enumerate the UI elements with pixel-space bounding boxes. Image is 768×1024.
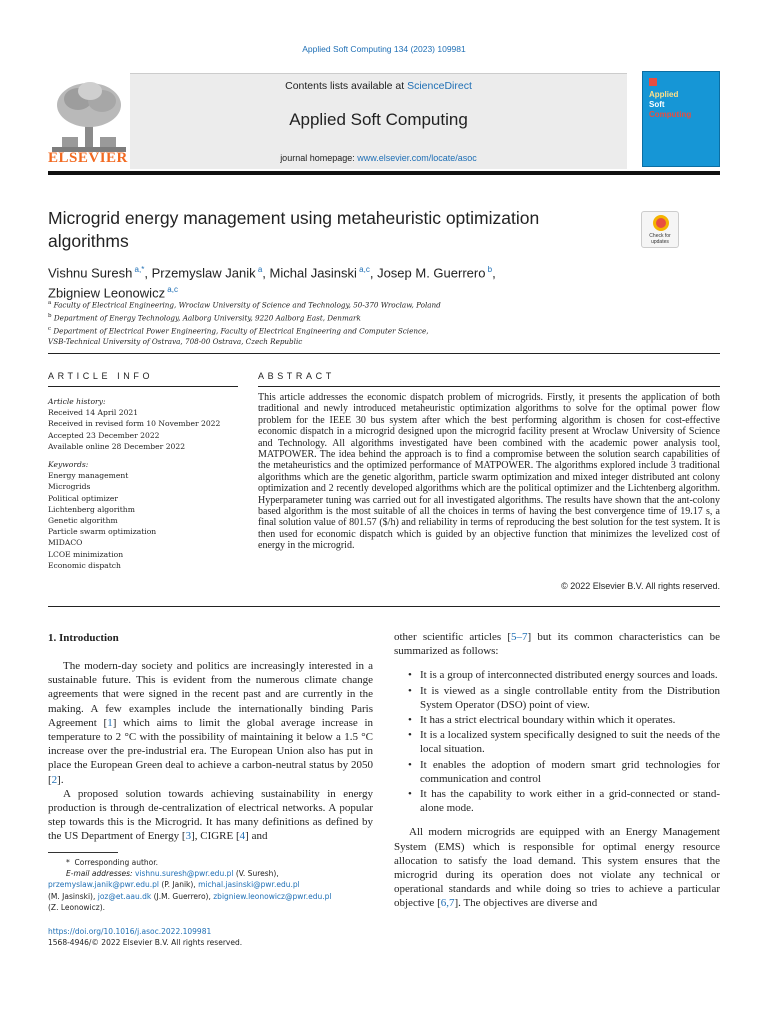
journal-name: Applied Soft Computing [289, 110, 468, 129]
author-affiliation-mark[interactable]: a,c [356, 265, 370, 274]
bullet-icon: • [408, 669, 412, 682]
author-affiliation-mark[interactable]: a [255, 265, 263, 274]
citation-link[interactable]: 6,7 [440, 897, 455, 910]
intro-paragraph-3: other scientific articles [5–7] but its common characteristics can be summarized as follows: [394, 631, 720, 658]
affiliation: $^c$ Department of Electrical Power Engineering, Faculty of Electrical Engineering and Computer Science, [48, 325, 429, 335]
footnote-divider [48, 852, 118, 853]
email-addresses: E-mail addresses: vishnu.suresh@pwr.edu.pl (V. Suresh), przemyslaw.janik@pwr.edu.pl (P. Janik), michal.jasinski@pwr.edu.pl (M. Jasinski), joz@et.aau.dk (J.M. Guerrero), zbigniew.leonowicz@pwr.edu.pl (Z. Leonowicz). [48, 869, 332, 912]
citation-link[interactable]: 4 [239, 830, 246, 843]
affiliation: $^b$ Department of Energy Technology, Aalborg University, 9220 Aalborg East, Denmark [48, 312, 361, 323]
keyword: Microgrids [48, 482, 91, 492]
cover-logo-icon [649, 78, 657, 86]
body-divider [48, 606, 720, 607]
intro-paragraph-4: All modern microgrids are equipped with an Energy Management System (EMS) which is responsible for optimal energy resource allocation to satisfy the load demand. This system ensures that the microgrid during its operation does not violate any technical or operational standards and while doing so tries to achieve a particular objective [6,7]. The objectives are diverse and [394, 826, 720, 910]
bullet-icon: • [408, 788, 412, 801]
bullet-icon: • [408, 729, 412, 742]
header-divider [48, 171, 720, 175]
intro-paragraph-2: A proposed solution towards achieving sustainability in energy production is through de-centralization of electrical networks. A popular step towards this is the Microgrid. It has many definitions as defined by the US Department of Energy [3], CIGRE [4] and [48, 787, 373, 843]
homepage-line [130, 153, 627, 163]
email-link[interactable]: michal.jasinski@pwr.edu.pl [198, 880, 300, 890]
history-label: Article history: [48, 397, 106, 406]
citation-link[interactable]: 2 [51, 773, 58, 786]
keyword: Political optimizer [48, 493, 119, 503]
citation-link[interactable]: 5–7 [511, 631, 528, 643]
cover-title-line2: Soft [649, 100, 665, 109]
citation-link[interactable]: 1 [107, 716, 113, 729]
keyword: Particle swarm optimization [48, 527, 157, 537]
keyword: Genetic algorithm [48, 516, 118, 526]
article-info [48, 396, 243, 571]
affiliation: $^a$ Faculty of Electrical Engineering, Wroclaw University of Science and Technology, 50-370 Wroclaw, Poland [48, 300, 441, 310]
history-item: Received 14 April 2021 [48, 408, 139, 418]
citation-link[interactable]: 3 [185, 830, 192, 843]
email-link[interactable]: vishnu.suresh@pwr.edu.pl [134, 869, 234, 879]
email-link[interactable]: joz@et.aau.dk [97, 891, 152, 901]
keywords-label: Keywords: [48, 460, 89, 470]
footnotes [48, 857, 378, 913]
author-name[interactable]: Zbigniew Leonowicz [48, 285, 166, 301]
issn-line: 1568-4946/© 2022 Elsevier B.V. All rights reserved. [48, 938, 243, 948]
cover-title-line3: Computing [649, 110, 692, 119]
contents-prefix: Contents lists available at [285, 80, 408, 92]
list-item: • It is a localized system specifically designed to suit the needs of the local situation. [408, 729, 720, 756]
email-link[interactable]: zbigniew.leonowicz@pwr.edu.pl [213, 891, 332, 901]
article-info-heading: ARTICLE INFO [48, 371, 154, 381]
abstract-heading: ABSTRACT [258, 371, 335, 381]
author-name[interactable]: Josep M. Guerrero [377, 265, 486, 281]
body-left-column [48, 659, 373, 844]
keyword: MIDACO [48, 538, 83, 548]
email-label: E-mail addresses: [66, 869, 135, 879]
author-name[interactable]: Michal Jasinski [269, 265, 357, 281]
history-item: Received in revised form 10 November 2022 [48, 419, 221, 429]
journal-cover-thumbnail[interactable] [642, 71, 720, 167]
history-list [48, 407, 243, 452]
keyword: LCOE minimization [48, 549, 124, 559]
author-affiliation-mark[interactable]: a,c [165, 285, 178, 295]
abstract-text: This article addresses the economic dispatch problem of microgrids. Firstly, it presents the application of both traditional and newly introduced metaheuristic optimization algorithms to solve for the optimal power flow problem for the IEEE 30 bus system after which the best performing algorithm is chosen for cost-effective economic dispatch in a microgrid designed upon the microgrid facility present at Wroclaw University of Science and Technology. All algorithms investigated have been combined with the academic power analysis tool, MATPOWER. The idea behind the approach is to find a compromise between the solution search capabilities of the metaheuristics and the optimized performance of MATPOWER. The algorithms explored include 3 traditional algorithms which are the genetic algorithm, particle swarm optimization and mixed integer distributed ant colony optimization and 2 recently developed algorithms which are the political optimizer and the Lichtenberg algorithm. Hyperparameter tuning was carried out for all investigated algorithms. The results have shown that the ant-colony based algorithm is the most suitable of all the choices in terms of having the best convergence time of 19.17 s, a final solution value of 801.57 ($/h) and reliability in terms of reproducing the best solution for the test system. It is then used for economic dispatch which is guided by an objective function that minimizes the levelized cost of energy in the microgrid. [258, 392, 720, 552]
check-updates-label: Check for updates [649, 233, 671, 245]
affiliation-list [48, 298, 608, 348]
history-item: Available online 28 December 2022 [48, 441, 186, 451]
history-item: Accepted 23 December 2022 [48, 430, 160, 440]
keyword: Economic dispatch [48, 560, 121, 570]
journal-header [48, 71, 720, 171]
journal-homepage-link[interactable]: www.elsevier.com/locate/asoc [357, 153, 477, 163]
author-affiliation-mark[interactable]: b [485, 265, 493, 274]
email-link[interactable]: przemyslaw.janik@pwr.edu.pl [48, 880, 159, 890]
cover-title-line1: Applied [649, 90, 679, 99]
footnote-mark: * [66, 858, 70, 867]
check-updates-icon [653, 215, 669, 231]
doi-block [48, 926, 378, 949]
keyword: Lichtenberg algorithm [48, 504, 135, 514]
list-item: • It is a group of interconnected distributed energy sources and loads. [408, 669, 718, 682]
list-item: • It has a strict electrical boundary within which it operates. [408, 714, 676, 727]
bullet-icon: • [408, 714, 412, 727]
intro-paragraph-1: The modern-day society and politics are increasingly interested in a sustainable future. This is evident from the numerous climate change agreements that were signed in the recent past and are currently in the making. A few examples include the internationally binding Paris Agreement [1] which aims to limit the global average increase in temperature to 2 °C with the possibility of maintaining it below a 1.5 °C increase over the pre-industrial era. The European Union also has put in place the European Green deal to achieve a carbon-neutral status by 2050 [2]. [48, 660, 374, 786]
journal-citation[interactable]: Applied Soft Computing 134 (2023) 109981 [302, 44, 466, 54]
doi-link[interactable]: https://doi.org/10.1016/j.asoc.2022.109981 [48, 927, 212, 936]
introduction-heading: 1. Introduction [48, 632, 119, 644]
contents-line [130, 80, 627, 92]
microgrid-characteristics-list [408, 668, 720, 815]
check-for-updates-button[interactable] [641, 211, 679, 248]
sciencedirect-link[interactable]: ScienceDirect [407, 80, 472, 92]
abstract-divider [258, 386, 720, 387]
list-item: • It has the capability to work either in a grid-connected or stand-alone mode. [408, 788, 720, 815]
list-item: • It enables the adoption of modern smart grid technologies for communication and control [408, 758, 720, 785]
paper-title: Microgrid energy management using metaheuristic optimization algorithms [48, 208, 540, 251]
author-name[interactable]: Przemyslaw Janik [151, 265, 256, 281]
list-item: • It is viewed as a single controllable entity from the Distribution System Operator (DSO) point of view. [408, 684, 720, 711]
corresponding-author-note: * Corresponding author. [66, 858, 159, 867]
body-right-column [394, 630, 720, 911]
author-affiliation-mark[interactable]: a,* [132, 265, 145, 274]
affiliation: VSB-Technical University of Ostrava, 708-00 Ostrava, Czech Republic [48, 337, 303, 347]
keyword-list [48, 470, 243, 571]
journal-banner [130, 73, 627, 169]
author-name[interactable]: Vishnu Suresh [48, 265, 133, 281]
elsevier-wordmark: ELSEVIER [48, 150, 128, 166]
bullet-icon: • [408, 758, 412, 771]
keyword: Energy management [48, 471, 129, 481]
homepage-prefix: journal homepage: [280, 153, 358, 163]
article-info-divider [48, 386, 238, 387]
author-list: Vishnu Suresh $^{a,*}$, Przemyslaw Janik $^a$, Michal Jasinski $^{a,c}$, Josep M. Guerrero $^b$, Zbigniew Leonowicz $^{a,c}$ [48, 265, 496, 301]
abstract-copyright: © 2022 Elsevier B.V. All rights reserved. [561, 581, 720, 591]
bullet-icon: • [408, 684, 412, 697]
section-divider [48, 353, 720, 354]
